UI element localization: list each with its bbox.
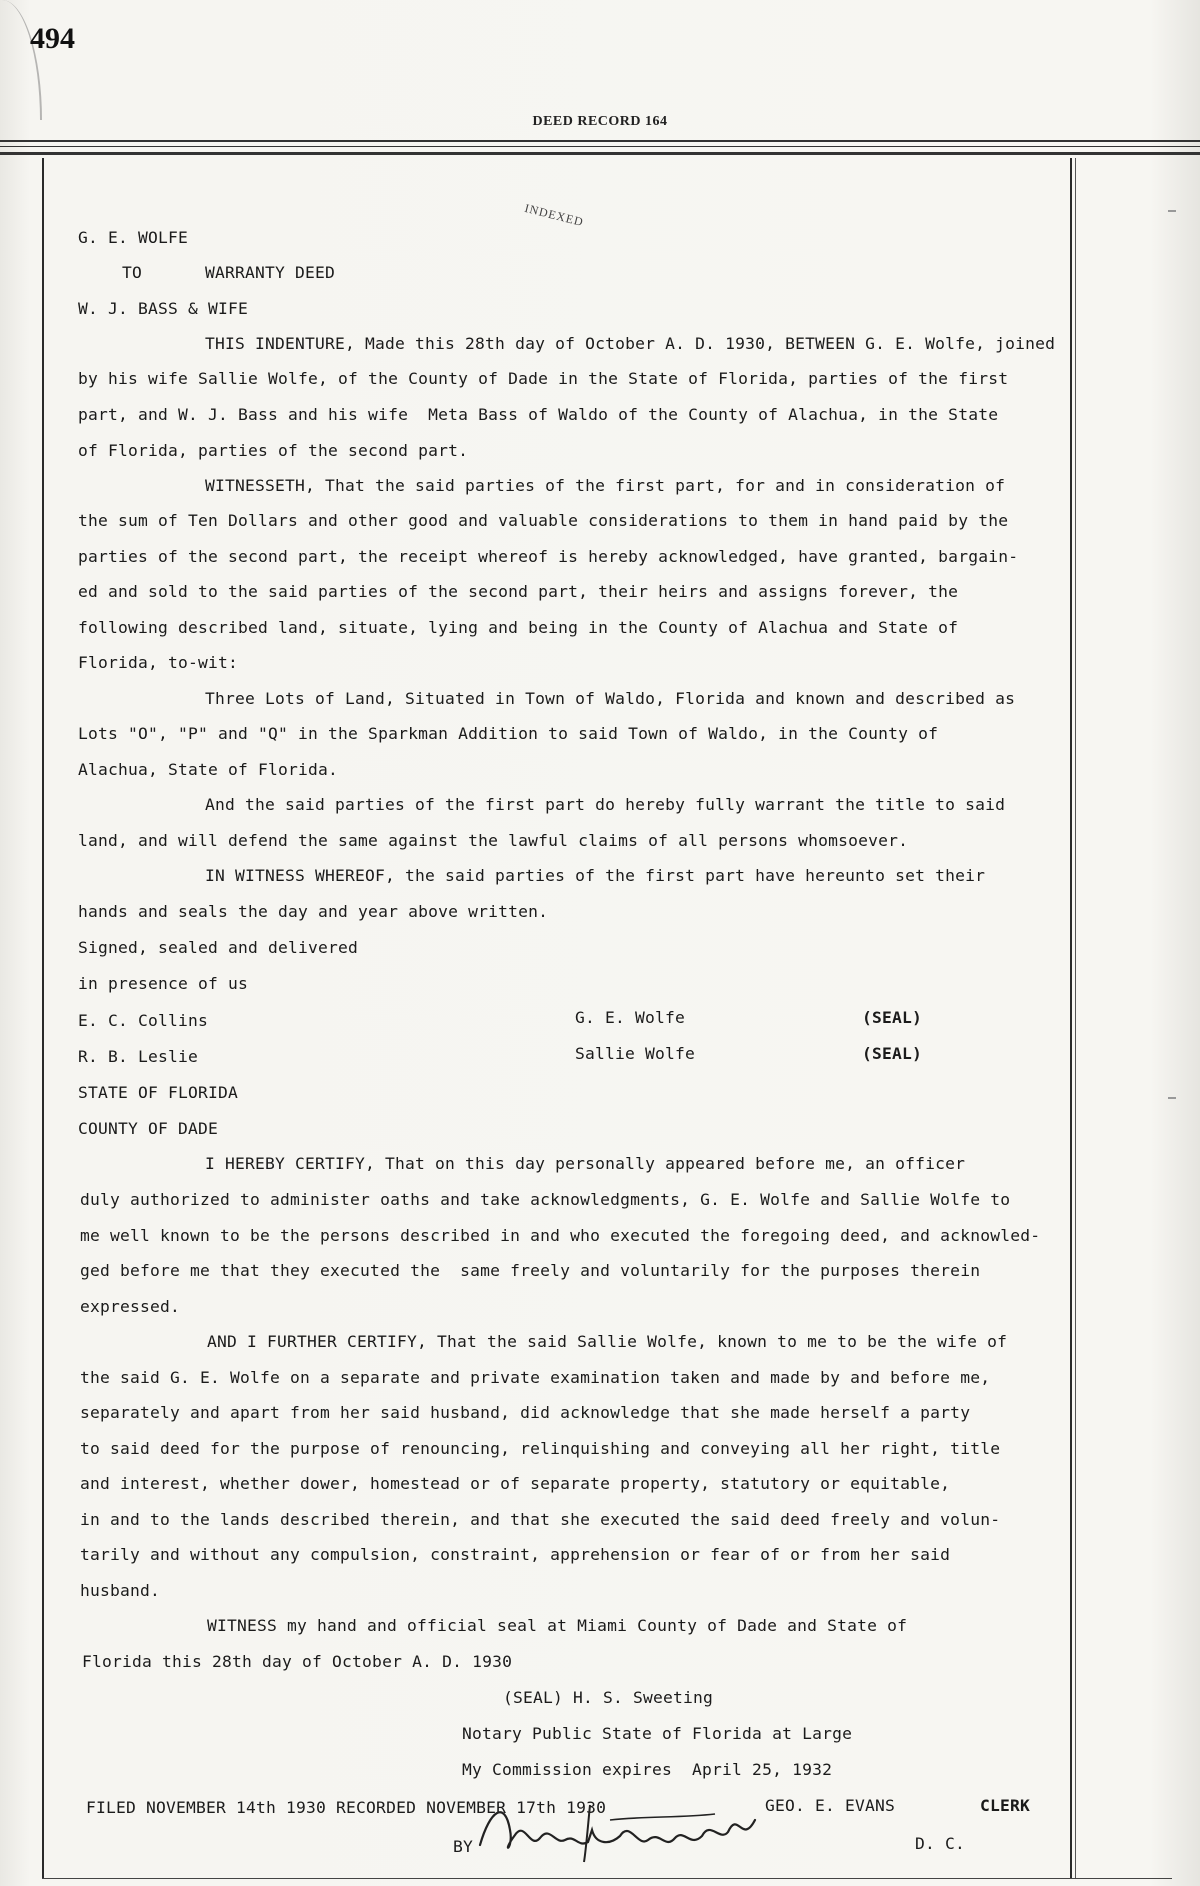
notary-signature: (SEAL) H. S. Sweeting [503,1688,714,1707]
seal-label: (SEAL) [862,1008,923,1027]
body-line: IN WITNESS WHEREOF, the said parties of the first part have hereunto set their [205,866,986,885]
ack-line: in and to the lands described therein, and that she executed the said deed freely and volun- [80,1510,1001,1529]
body-line: Three Lots of Land, Situated in Town of Waldo, Florida and known and described as [205,689,1016,708]
ack-line: the said G. E. Wolfe on a separate and private examination taken and made by and before me, [80,1368,991,1387]
frame-right-rule [1070,158,1072,1878]
caption-to: TO [122,263,143,282]
caption-deed-type: WARRANTY DEED [205,263,336,282]
header-rule-bottom [0,152,1200,155]
indexed-stamp: INDEXED [523,200,586,230]
body-line: of Florida, parties of the second part. [78,441,469,460]
ack-line: AND I FURTHER CERTIFY, That the said Sallie Wolfe, known to me to be the wife of [207,1332,1008,1351]
witness-name: R. B. Leslie [78,1047,199,1066]
frame-left-rule [42,158,44,1878]
ack-line: and interest, whether dower, homestead or of separate property, statutory or equitable, [80,1474,951,1493]
body-line: hands and seals the day and year above written. [78,902,549,921]
header-rule-mid [0,146,1200,147]
caption-grantor: G. E. WOLFE [78,228,189,247]
body-line: THIS INDENTURE, Made this 28th day of October A. D. 1930, BETWEEN G. E. Wolfe, joined [205,334,1056,353]
witness-name: E. C. Collins [78,1011,209,1030]
body-line: the sum of Ten Dollars and other good and valuable considerations to them in hand paid by the [78,511,1009,530]
header-rule-top [0,140,1200,142]
margin-tick [1168,210,1176,212]
body-line: Lots "O", "P" and "Q" in the Sparkman Addition to said Town of Waldo, in the County of [78,724,939,743]
by-label: BY [453,1837,474,1856]
body-line: by his wife Sallie Wolfe, of the County of Dade in the State of Florida, parties of the first [78,369,1009,388]
body-line: And the said parties of the first part do hereby fully warrant the title to said [205,795,1006,814]
margin-tick [1168,1097,1176,1099]
deputy-clerk-label: D. C. [915,1834,966,1853]
page-number: 494 [30,22,75,55]
frame-bottom-rule [42,1878,1172,1879]
body-line: WITNESSETH, That the said parties of the first part, for and in consideration of [205,476,1006,495]
notary-title: Notary Public State of Florida at Large [462,1724,853,1743]
ack-county: COUNTY OF DADE [78,1119,219,1138]
body-line: Signed, sealed and delivered [78,938,359,957]
ack-line: ged before me that they executed the same freely and voluntarily for the purposes therein [80,1261,981,1280]
frame-right-rule-inner [1075,158,1076,1878]
body-line: Florida, to-wit: [78,653,239,672]
ack-line: me well known to be the persons described in and who executed the foregoing deed, and acknowled- [80,1226,1041,1245]
filing-record: FILED NOVEMBER 14th 1930 RECORDED NOVEMBER 17th 1930 [86,1798,607,1817]
ack-line: separately and apart from her said husband, did acknowledge that she made herself a party [80,1403,971,1422]
ack-line: duly authorized to administer oaths and take acknowledgments, G. E. Wolfe and Sallie Wolfe to [80,1190,1011,1209]
body-line: following described land, situate, lying and being in the County of Alachua and State of [78,618,959,637]
ack-line: expressed. [80,1297,181,1316]
record-header: DEED RECORD 164 [532,114,668,129]
body-line: parties of the second part, the receipt whereof is hereby acknowledged, have granted, bargain- [78,547,1019,566]
body-line: part, and W. J. Bass and his wife Meta Bass of Waldo of the County of Alachua, in the State [78,405,999,424]
ack-line: husband. [80,1581,161,1600]
ack-line: to said deed for the purpose of renouncing, relinquishing and conveying all her right, title [80,1439,1001,1458]
ack-state: STATE OF FLORIDA [78,1083,239,1102]
body-line: ed and sold to the said parties of the second part, their heirs and assigns forever, the [78,582,959,601]
grantor-name: G. E. Wolfe [575,1008,686,1027]
clerk-name: GEO. E. EVANS [765,1796,896,1815]
body-line: in presence of us [78,974,249,993]
ack-line: WITNESS my hand and official seal at Miami County of Dade and State of [207,1616,908,1635]
grantor-name: Sallie Wolfe [575,1044,696,1063]
caption-grantee: W. J. BASS & WIFE [78,299,249,318]
page-corner [0,0,42,120]
body-line: Alachua, State of Florida. [78,760,339,779]
deputy-clerk-signature [470,1790,790,1870]
seal-label: (SEAL) [862,1044,923,1063]
body-line: land, and will defend the same against the lawful claims of all persons whomsoever. [78,831,909,850]
ack-line: tarily and without any compulsion, constraint, apprehension or fear of or from her said [80,1545,951,1564]
clerk-title: CLERK [980,1796,1031,1815]
ack-line: Florida this 28th day of October A. D. 1930 [82,1652,513,1671]
ack-line: I HEREBY CERTIFY, That on this day personally appeared before me, an officer [205,1154,966,1173]
commission-expiry: My Commission expires April 25, 1932 [462,1760,833,1779]
